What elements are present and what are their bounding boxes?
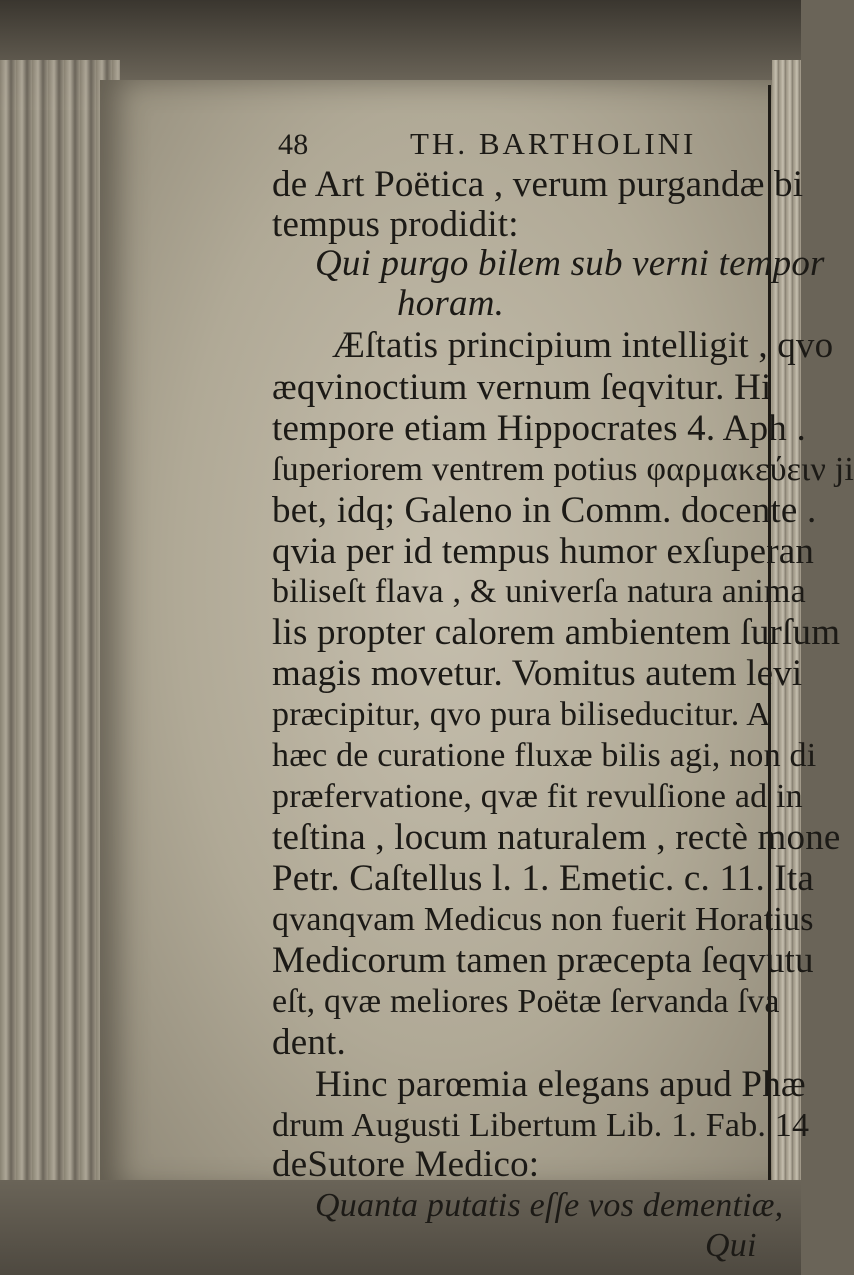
text-line: drum Augusti Libertum Lib. 1. Fab. 14 bbox=[272, 1107, 810, 1144]
text-line: magis movetur. Vomitus autem levi bbox=[272, 653, 803, 694]
verse-line: horam. bbox=[397, 283, 505, 324]
running-title: TH. BARTHOLINI bbox=[410, 126, 697, 161]
text-line: præfervatione, qvæ fit revulſione ad in bbox=[272, 778, 803, 815]
text-line: præcipitur, qvo pura biliseducitur. A bbox=[272, 696, 771, 733]
text-line: qvanqvam Medicus non fuerit Horatius bbox=[272, 901, 814, 938]
text-line: Medicorum tamen præcepta ſeqvutu bbox=[272, 940, 814, 981]
text-line: biliseſt flava , & univerſa natura anima bbox=[272, 573, 806, 610]
text-line: bet, idq; Galeno in Comm. docente . bbox=[272, 490, 817, 531]
text-line: Hinc parœmia elegans apud Phæ bbox=[315, 1064, 806, 1105]
text-line: tempore etiam Hippocrates 4. Aph . bbox=[272, 408, 806, 449]
text-line: qvia per id tempus humor exſuperan bbox=[272, 531, 815, 572]
verse-line: Quanta putatis eſſe vos dementiæ, bbox=[315, 1187, 784, 1224]
text-line: Petr. Caſtellus l. 1. Emetic. c. 11. Ita bbox=[272, 858, 814, 899]
text-line: ſuperiorem ventrem potius φαρμακεύειν ji bbox=[272, 451, 854, 488]
text-line: deSutore Medico: bbox=[272, 1144, 540, 1185]
text-line: tempus prodidit: bbox=[272, 204, 519, 245]
text-line: lis propter calorem ambientem ſurſum bbox=[272, 612, 841, 653]
page-number: 48 bbox=[278, 128, 309, 161]
text-line: de Art Poëtica , verum purgandæ bi bbox=[272, 164, 804, 205]
verse-line: Qui purgo bilem sub verni tempor bbox=[315, 243, 825, 284]
text-line: hæc de curatione fluxæ bilis agi, non di bbox=[272, 737, 817, 774]
catchword: Qui bbox=[705, 1227, 757, 1264]
text-line: eſt, qvæ meliores Poëtæ ſervanda ſva bbox=[272, 983, 780, 1020]
text-line: teſtina , locum naturalem , rectè mone bbox=[272, 817, 841, 858]
text-line: Æſtatis principium intelligit , qvo bbox=[332, 325, 834, 366]
text-line: æqvinoctium vernum ſeqvitur. Hi bbox=[272, 367, 772, 408]
text-line: dent. bbox=[272, 1022, 346, 1063]
